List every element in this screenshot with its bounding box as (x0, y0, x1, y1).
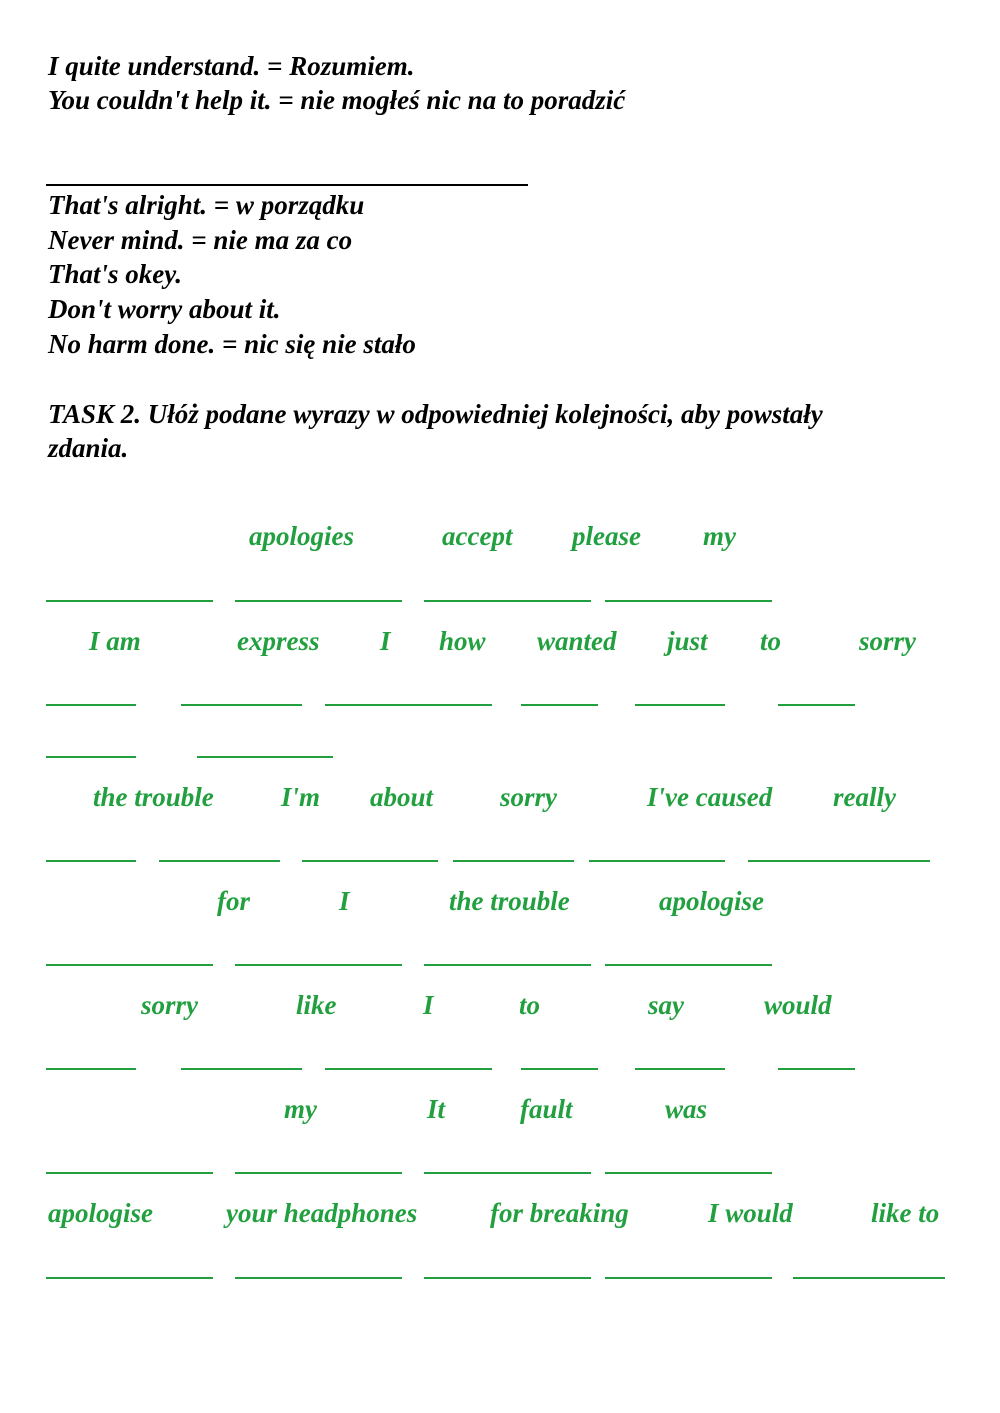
answer-blank[interactable] (778, 1068, 855, 1070)
word-tile[interactable]: just (667, 626, 708, 656)
answer-blank[interactable] (453, 860, 574, 862)
word-tile[interactable]: really (833, 782, 896, 812)
answer-blank[interactable] (748, 860, 930, 862)
answer-blank[interactable] (605, 964, 772, 966)
answer-blank[interactable] (235, 1172, 402, 1174)
word-tile[interactable]: accept (442, 521, 513, 551)
word-tile[interactable]: apologise (659, 886, 764, 916)
word-tile[interactable]: I (423, 990, 434, 1020)
word-tile[interactable]: sorry (141, 990, 199, 1020)
answer-blank[interactable] (605, 1277, 772, 1279)
word-tile[interactable]: would (764, 990, 832, 1020)
response-line-3: That's okey. (48, 259, 182, 289)
answer-blank[interactable] (424, 600, 591, 602)
answer-blank[interactable] (46, 1068, 136, 1070)
answer-blank[interactable] (589, 860, 725, 862)
word-tile[interactable]: the trouble (449, 886, 570, 916)
word-tile[interactable]: apologise (48, 1198, 153, 1228)
answer-blank[interactable] (793, 1277, 945, 1279)
answer-blank[interactable] (46, 756, 136, 758)
word-tile[interactable]: I (339, 886, 350, 916)
word-tile[interactable]: sorry (500, 782, 558, 812)
answer-blank[interactable] (159, 860, 280, 862)
answer-blank[interactable] (197, 756, 333, 758)
word-tile[interactable]: express (237, 626, 320, 656)
word-tile[interactable]: my (284, 1094, 317, 1124)
intro-line-1: I quite understand. = Rozumiem. (48, 51, 415, 81)
word-tile[interactable]: to (519, 990, 541, 1020)
answer-blank[interactable] (424, 1277, 591, 1279)
answer-blank[interactable] (325, 704, 492, 706)
answer-blank[interactable] (46, 1172, 213, 1174)
answer-blank[interactable] (635, 704, 725, 706)
divider-line (46, 184, 528, 186)
answer-blank[interactable] (302, 860, 438, 862)
word-tile[interactable]: I (380, 626, 391, 656)
answer-blank[interactable] (235, 600, 402, 602)
answer-blank[interactable] (424, 1172, 591, 1174)
answer-blank[interactable] (46, 860, 136, 862)
answer-blank[interactable] (424, 964, 591, 966)
response-line-1: That's alright. = w porządku (48, 190, 365, 220)
word-tile[interactable]: sorry (859, 626, 917, 656)
word-tile[interactable]: say (648, 990, 684, 1020)
word-tile[interactable]: how (439, 626, 486, 656)
word-tile[interactable]: I'm (281, 782, 321, 812)
answer-blank[interactable] (521, 1068, 598, 1070)
answer-blank[interactable] (635, 1068, 725, 1070)
answer-blank[interactable] (46, 600, 213, 602)
answer-blank[interactable] (46, 964, 213, 966)
answer-blank[interactable] (235, 964, 402, 966)
word-tile[interactable]: fault (520, 1094, 573, 1124)
answer-blank[interactable] (46, 704, 136, 706)
word-tile[interactable]: about (370, 782, 434, 812)
word-tile[interactable]: like (296, 990, 337, 1020)
task-title-continued: zdania. (48, 433, 129, 463)
answer-blank[interactable] (181, 704, 302, 706)
response-line-5: No harm done. = nic się nie stało (48, 329, 416, 359)
answer-blank[interactable] (605, 1172, 772, 1174)
task-title: TASK 2. Ułóż podane wyrazy w odpowiedniej kolejności, aby powstały (48, 399, 823, 429)
word-tile[interactable]: It (427, 1094, 446, 1124)
word-tile[interactable]: your headphones (226, 1198, 418, 1228)
word-tile[interactable]: like to (871, 1198, 940, 1228)
word-tile[interactable]: to (760, 626, 782, 656)
answer-blank[interactable] (778, 704, 855, 706)
response-line-4: Don't worry about it. (48, 294, 281, 324)
word-tile[interactable]: I would (708, 1198, 793, 1228)
intro-line-2: You couldn't help it. = nie mogłeś nic na to poradzić (48, 85, 626, 115)
word-tile[interactable]: please (572, 521, 641, 551)
answer-blank[interactable] (521, 704, 598, 706)
word-tile[interactable]: was (665, 1094, 708, 1124)
answer-blank[interactable] (46, 1277, 213, 1279)
answer-blank[interactable] (235, 1277, 402, 1279)
response-line-2: Never mind. = nie ma za co (48, 225, 353, 255)
word-tile[interactable]: for (217, 886, 250, 916)
word-tile[interactable]: wanted (537, 626, 617, 656)
word-tile[interactable]: apologies (249, 521, 354, 551)
word-tile[interactable]: I've caused (647, 782, 773, 812)
word-tile[interactable]: I am (89, 626, 141, 656)
word-tile[interactable]: the trouble (93, 782, 214, 812)
word-tile[interactable]: for breaking (490, 1198, 629, 1228)
word-tile[interactable]: my (703, 521, 736, 551)
answer-blank[interactable] (181, 1068, 302, 1070)
answer-blank[interactable] (325, 1068, 492, 1070)
answer-blank[interactable] (605, 600, 772, 602)
